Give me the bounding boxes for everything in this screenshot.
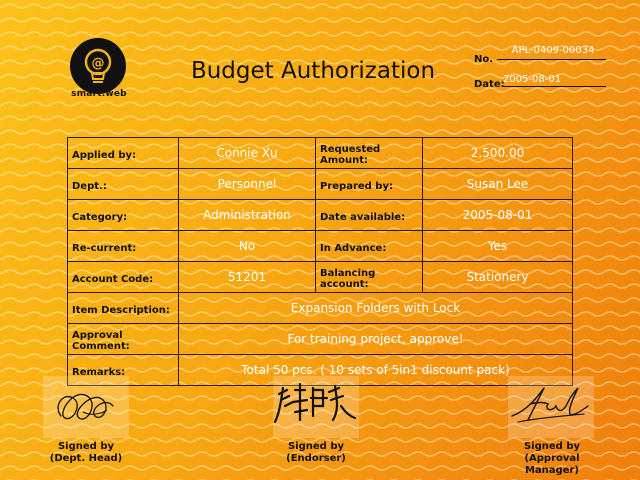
approval-comment-label: Approval Comment: [68, 324, 179, 355]
balancing-account-value: Stationery [423, 262, 573, 293]
table-row [68, 293, 573, 324]
endorser-caption [266, 441, 366, 465]
dept-head-signature [43, 376, 129, 438]
table-row [68, 169, 573, 200]
approval-comment-value: For training project, approve! [179, 324, 573, 355]
prepared-by-value: Susan Lee [423, 169, 573, 200]
approval-manager-signature [508, 376, 594, 438]
table-row [68, 138, 573, 169]
account-code-label: Account Code: [68, 262, 179, 293]
category-value: Administration [179, 200, 316, 231]
document-date-value: 2005-08-01 [502, 74, 562, 85]
budget-form-table [67, 137, 573, 386]
document-number-underline [497, 59, 606, 60]
category-label: Category: [68, 200, 179, 231]
dept-value: Personnel [179, 169, 316, 200]
endorser-signed-by: Signed by [287, 441, 344, 452]
dept-head-role: (Dept. Head) [49, 453, 123, 464]
company-logo [70, 38, 126, 94]
table-row [68, 231, 573, 262]
applied-by-label: Applied by: [68, 138, 179, 169]
document-number-label: No. [474, 54, 494, 65]
endorser-signature-scribble [273, 376, 359, 438]
table-row [68, 262, 573, 293]
in-advance-label: In Advance: [316, 231, 423, 262]
requested-amount-value: 2,500.00 [423, 138, 573, 169]
remarks-value: Total 50 pcs. ( 10 sets of 5in1 discount pack) [179, 355, 573, 386]
dept-head-caption [36, 441, 136, 465]
re-current-value: No [179, 231, 316, 262]
table-row [68, 324, 573, 355]
requested-amount-label: Requested Amount: [316, 138, 423, 169]
prepared-by-label: Prepared by: [316, 169, 423, 200]
wave-line [0, 4, 640, 8]
item-description-value: Expansion Folders with Lock [179, 293, 573, 324]
applied-by-value: Connie Xu [179, 138, 316, 169]
date-available-label: Date available: [316, 200, 423, 231]
re-current-label: Re-current: [68, 231, 179, 262]
wave-line [0, 130, 640, 134]
wave-line [0, 32, 640, 36]
account-code-value: 51201 [179, 262, 316, 293]
date-available-value: 2005-08-01 [423, 200, 573, 231]
wave-line [0, 18, 640, 22]
remarks-label: Remarks: [68, 355, 179, 386]
approval-manager-role: (Approval Manager) [524, 453, 580, 476]
wave-line [0, 102, 640, 106]
document-date-underline [502, 86, 606, 87]
svg-text:@: @ [91, 56, 105, 71]
approval-manager-caption [496, 441, 608, 477]
approval-manager-signed-by: Signed by [523, 441, 580, 452]
document-number-value: APL-0409-00034 [511, 45, 595, 56]
dept-head-signature-scribble [43, 376, 129, 438]
balancing-account-label: Balancing account: [316, 262, 423, 293]
lightbulb-icon [70, 38, 126, 94]
approval-manager-signature-scribble [508, 376, 594, 438]
table-row [68, 200, 573, 231]
dept-head-signed-by: Signed by [57, 441, 114, 452]
endorser-signature [273, 376, 359, 438]
item-description-label: Item Description: [68, 293, 179, 324]
in-advance-value: Yes [423, 231, 573, 262]
endorser-role: (Endorser) [286, 453, 346, 464]
wave-line [0, 116, 640, 120]
logo-wordmark: smart.web [71, 89, 127, 99]
dept-label: Dept.: [68, 169, 179, 200]
document-date-label: Date: [474, 79, 505, 90]
page-title: Budget Authorization [190, 58, 436, 84]
